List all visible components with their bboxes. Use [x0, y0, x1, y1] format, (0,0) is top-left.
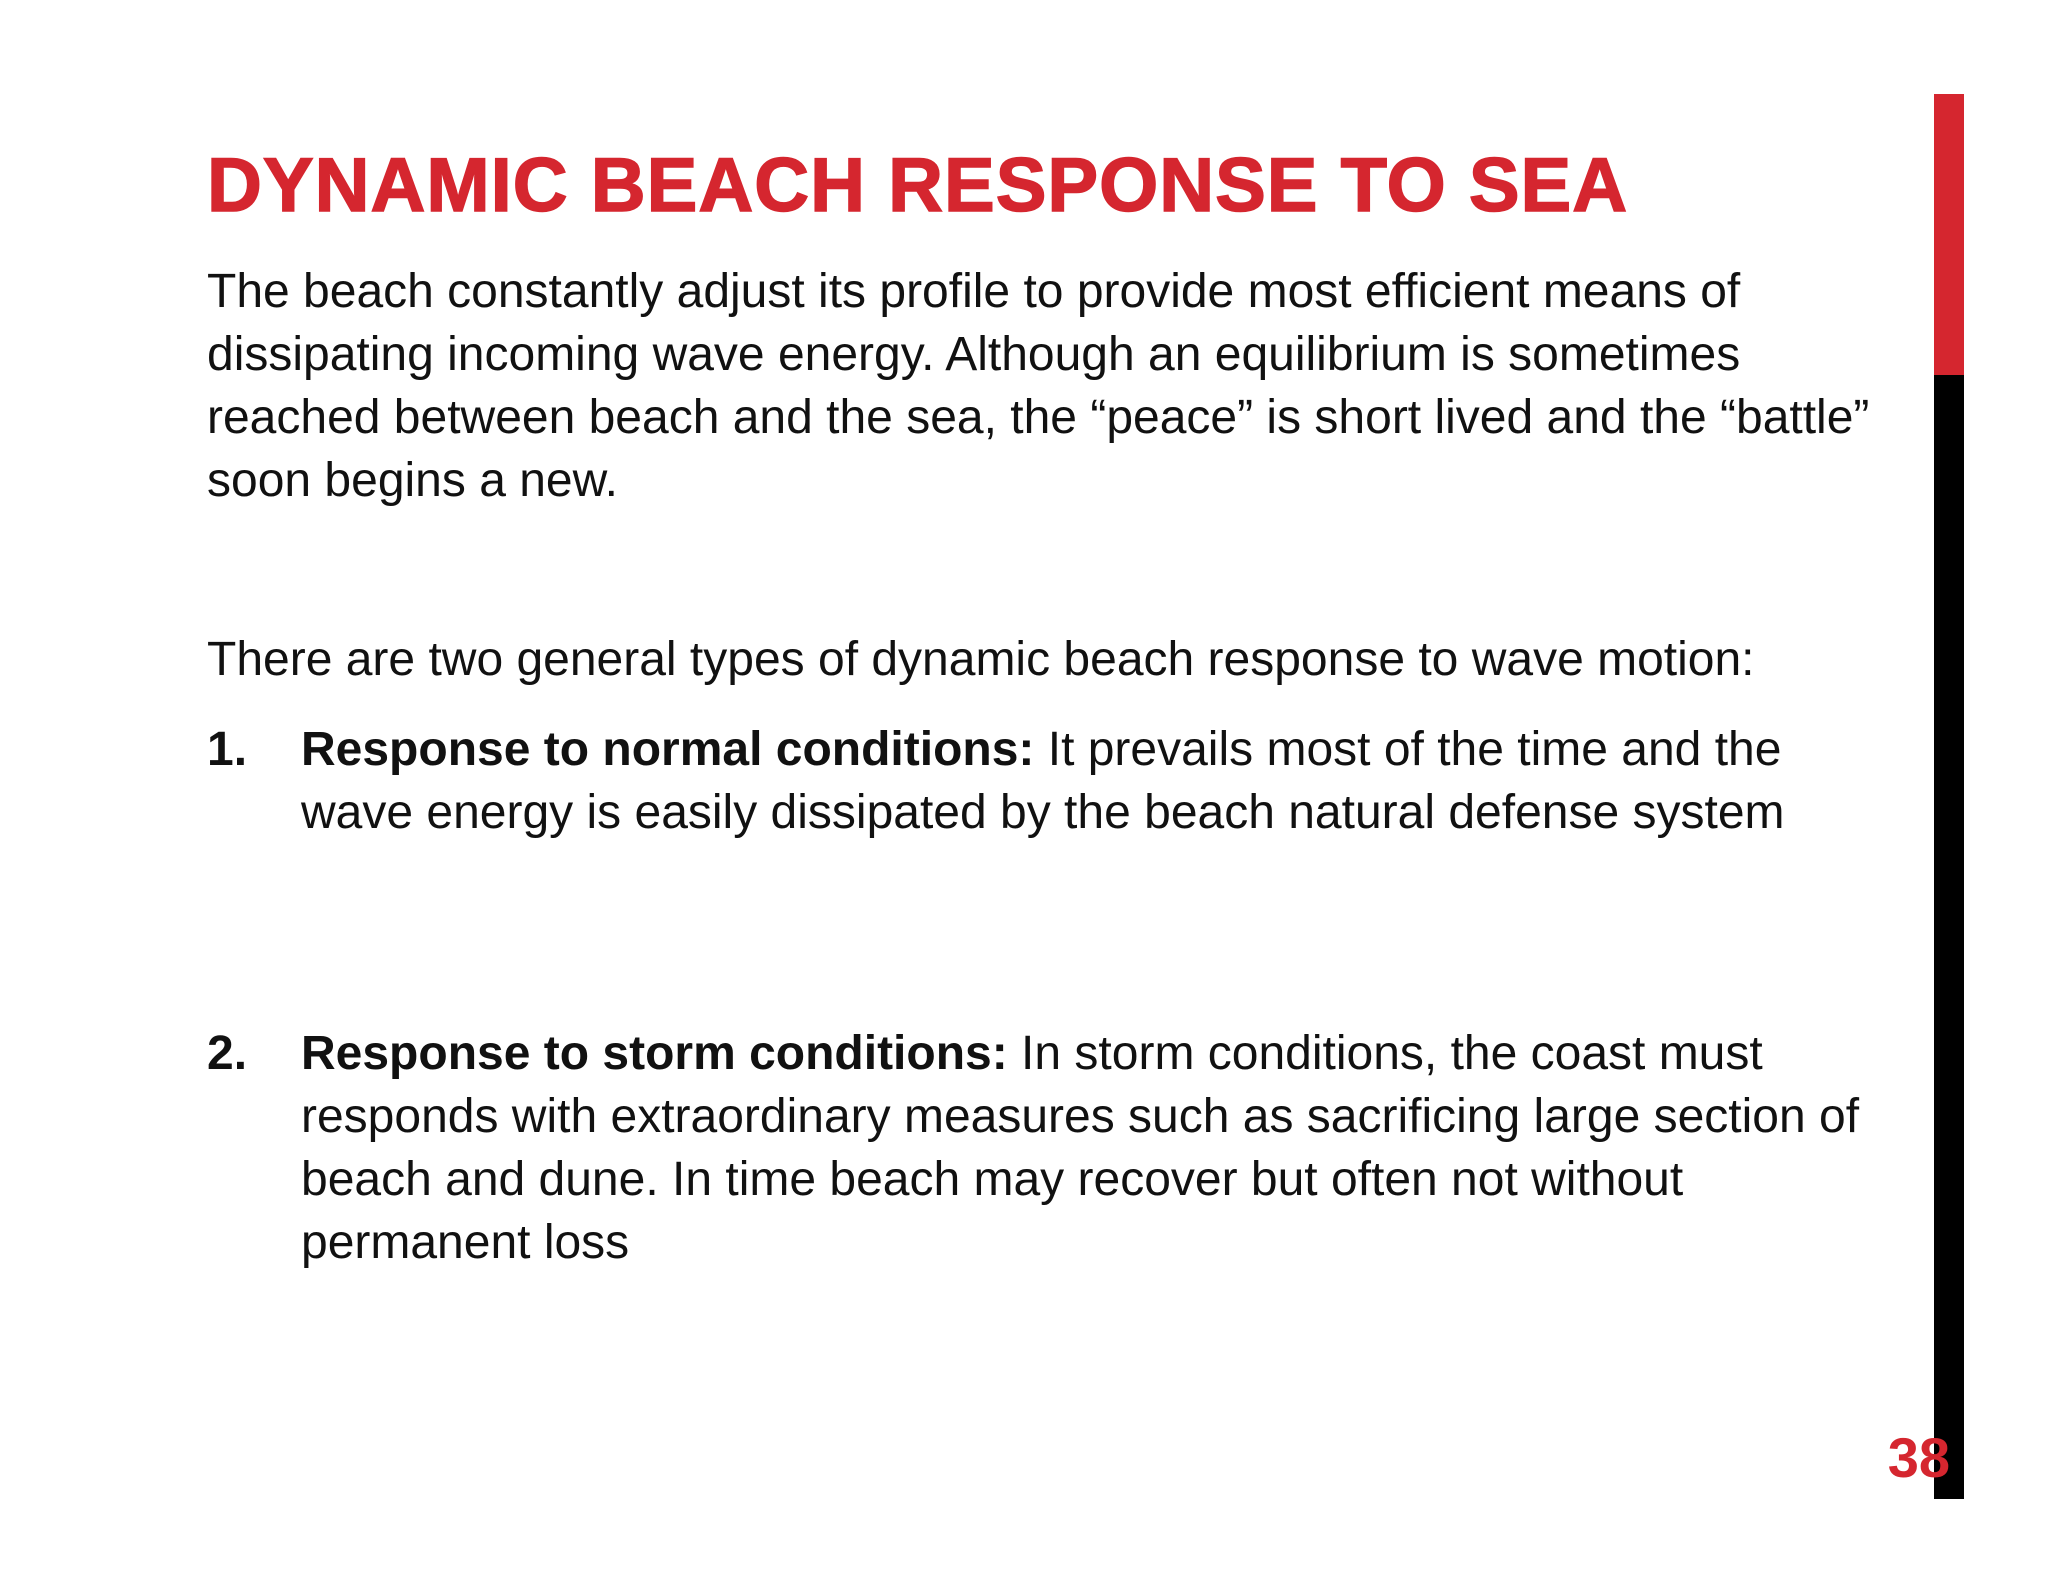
list-item-number: 2.	[207, 1027, 248, 1080]
list-item-text: In storm conditions, the coast must responds with extraordinary measures such as sacrificing large section of beach and dune. In time beach may recover but often not without permanent loss	[301, 1027, 1860, 1269]
list-item-number: 1.	[207, 723, 248, 776]
accent-bar-red	[1934, 94, 1964, 375]
list-item-storm-conditions	[207, 1022, 1907, 1274]
slide-title: DYNAMIC BEACH RESPONSE TO SEA	[207, 143, 1629, 228]
accent-bar-black	[1934, 375, 1964, 1499]
list-item-content	[301, 1022, 1901, 1274]
types-intro-paragraph: There are two general types of dynamic beach response to wave motion:	[207, 633, 1755, 686]
list-item-normal-conditions	[207, 718, 1907, 844]
list-item-text: It prevails most of the time and the wave energy is easily dissipated by the beach natural defense system	[301, 723, 1785, 839]
page-number: 38	[1887, 1426, 1950, 1489]
list-item-content	[301, 718, 1901, 844]
list-item-lead: Response to normal conditions:	[301, 723, 1035, 776]
list-item-lead: Response to storm conditions:	[301, 1027, 1008, 1080]
intro-paragraph: The beach constantly adjust its profile to provide most efficient means of dissipating incoming wave energy. Although an equilibrium is sometimes reached between beach and the sea, the “peace” is short lived and the “battle” soon begins a new.	[207, 265, 1870, 507]
